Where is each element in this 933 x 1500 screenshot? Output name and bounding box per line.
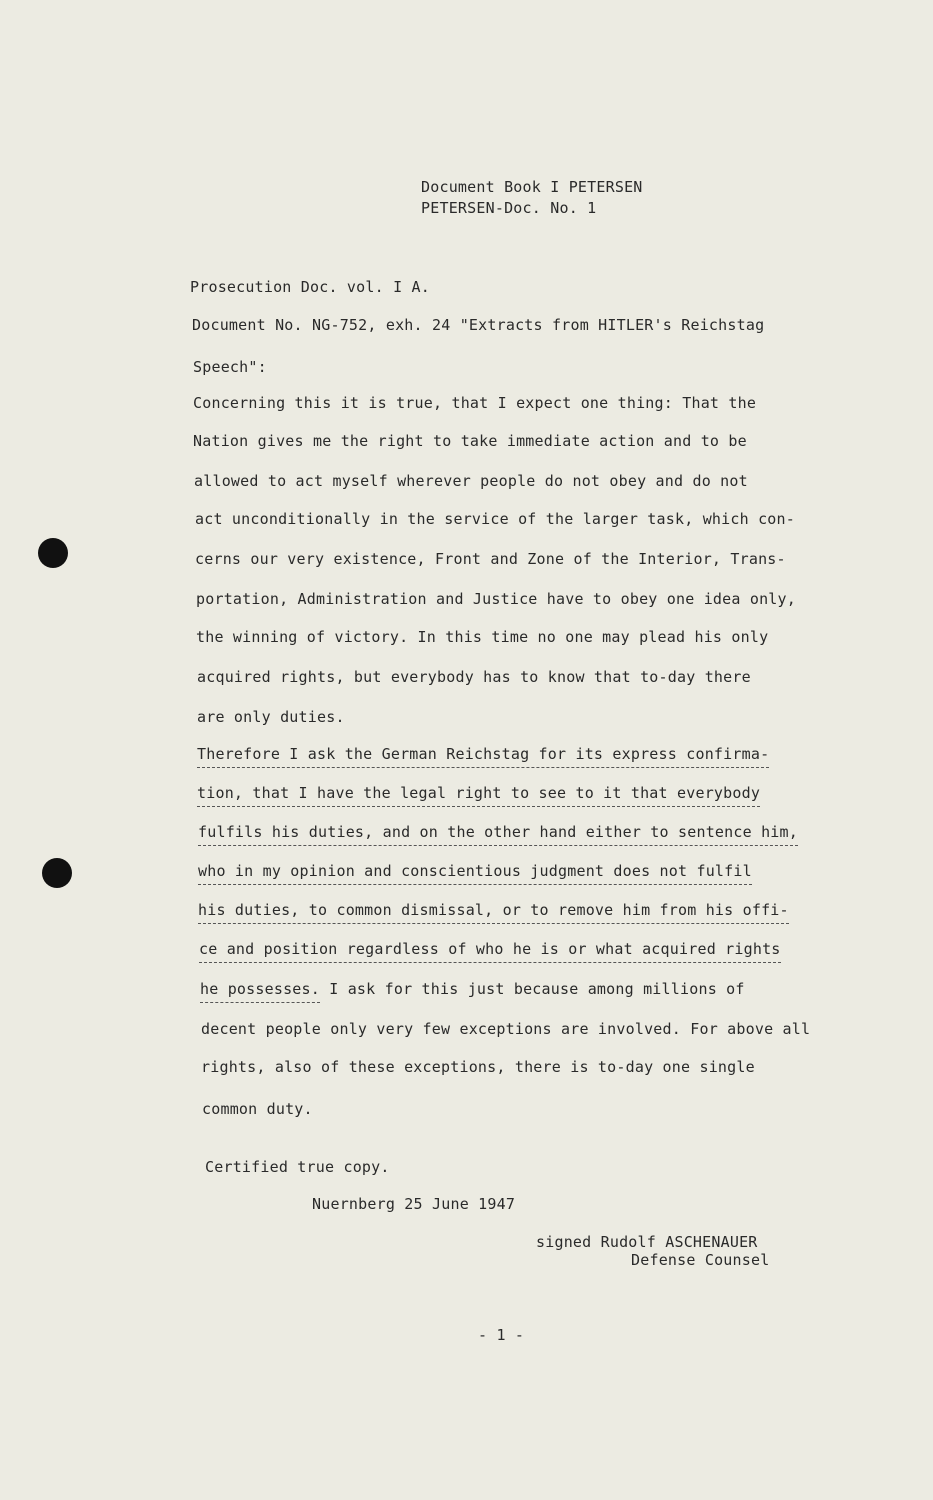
body-line: rights, also of these exceptions, there is to-day one single	[201, 1058, 755, 1076]
body-line: allowed to act myself wherever people do not obey and do not	[194, 472, 748, 490]
punch-hole	[38, 538, 68, 568]
body-line: act unconditionally in the service of the larger task, which con-	[195, 510, 795, 528]
body-line: common duty.	[202, 1100, 313, 1118]
underlined-line: tion, that I have the legal right to see to it that everybody	[197, 784, 760, 807]
punch-hole	[42, 858, 72, 888]
body-line: Concerning this it is true, that I expect one thing: That the	[193, 394, 757, 412]
page-number: - 1 -	[478, 1326, 525, 1344]
intro-line-1: Prosecution Doc. vol. I A.	[190, 278, 430, 296]
header-line-1: Document Book I PETERSEN	[421, 178, 643, 196]
body-line: portation, Administration and Justice have to obey one idea only,	[196, 590, 796, 608]
line-continuation: I ask for this just because among millions of	[320, 980, 745, 998]
underlined-line: his duties, to common dismissal, or to remove him from his offi-	[198, 901, 789, 924]
place-date: Nuernberg 25 June 1947	[312, 1195, 516, 1213]
underlined-line: fulfils his duties, and on the other hand either to sentence him,	[198, 823, 798, 846]
header-line-2: PETERSEN-Doc. No. 1	[421, 199, 597, 217]
underlined-line: Therefore I ask the German Reichstag for its express confirma-	[197, 745, 769, 768]
body-line: the winning of victory. In this time no one may plead his only	[196, 628, 769, 646]
signature-line: signed Rudolf ASCHENAUER	[536, 1233, 758, 1251]
underlined-fragment: he possesses.	[200, 980, 320, 1003]
intro-line-2: Document No. NG-752, exh. 24 "Extracts from HITLER's Reichstag	[192, 316, 765, 334]
body-line: acquired rights, but everybody has to know that to-day there	[197, 668, 751, 686]
mixed-line	[200, 980, 745, 998]
underlined-line: who in my opinion and conscientious judgment does not fulfil	[198, 862, 752, 885]
body-line: decent people only very few exceptions are involved. For above all	[201, 1020, 811, 1038]
certification-text: Certified true copy.	[205, 1158, 390, 1176]
signer-title: Defense Counsel	[631, 1251, 770, 1269]
underlined-line: ce and position regardless of who he is or what acquired rights	[199, 940, 781, 963]
body-line: Nation gives me the right to take immediate action and to be	[193, 432, 747, 450]
intro-line-3: Speech":	[193, 358, 267, 376]
body-line: are only duties.	[197, 708, 345, 726]
body-line: cerns our very existence, Front and Zone of the Interior, Trans-	[195, 550, 786, 568]
